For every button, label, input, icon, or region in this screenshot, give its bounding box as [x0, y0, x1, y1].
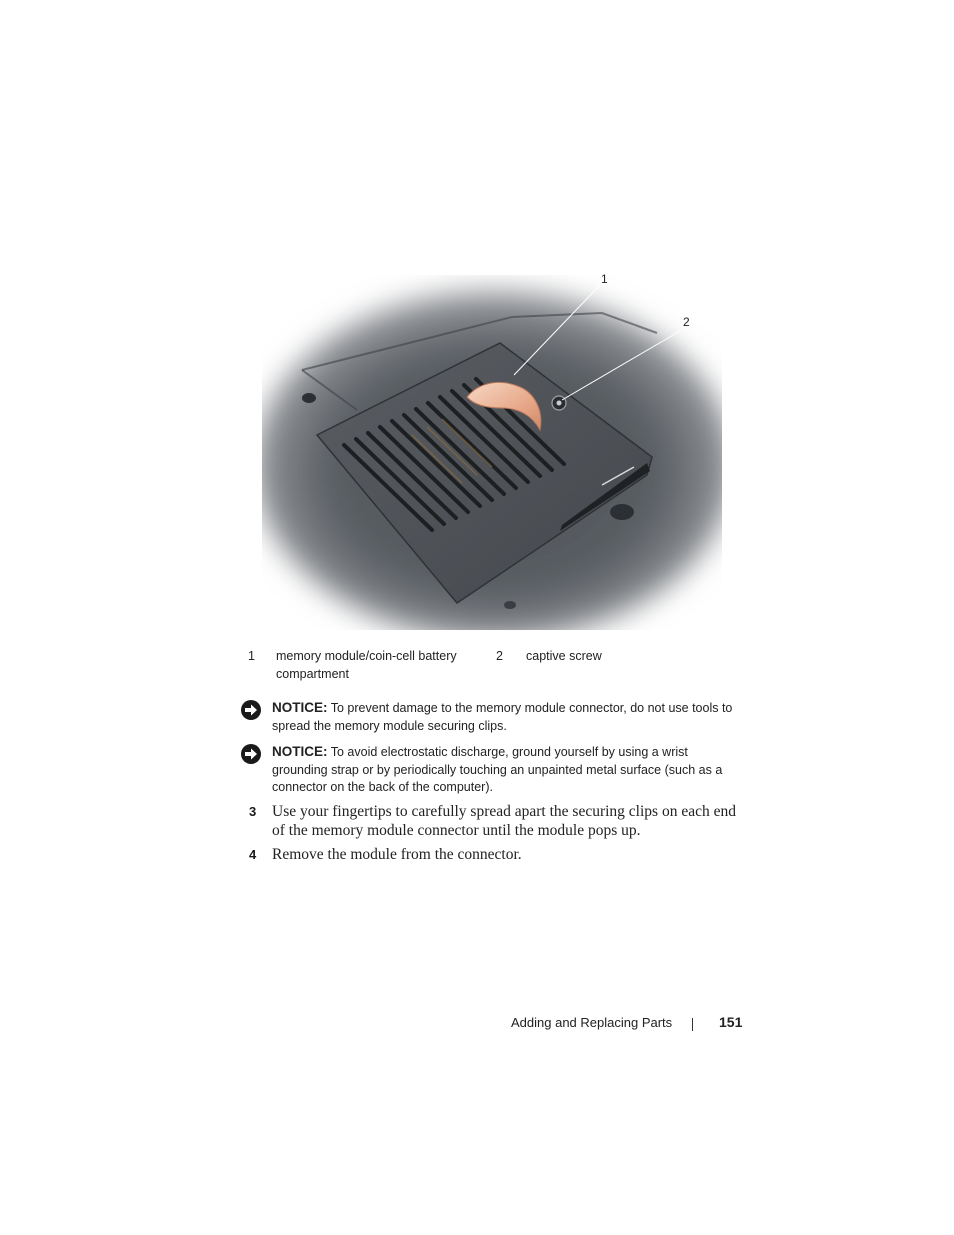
step-text: Use your fingertips to carefully spread apart the securing clips on each end of the memory module connector until the module pops up. [272, 803, 736, 839]
notice-text [272, 699, 742, 735]
notice-body: To avoid electrostatic discharge, ground yourself by using a wrist grounding strap or by periodically touching an unpainted metal surface (such as a connector on the back of the computer). [272, 745, 723, 794]
legend-number: 2 [496, 649, 503, 663]
rubber-foot [610, 504, 634, 520]
laptop-base-illustration [262, 275, 722, 630]
notice-icon [240, 743, 262, 765]
page-number: 151 [719, 1014, 743, 1030]
step-number: 4 [249, 847, 257, 862]
legend-label: captive screw [526, 649, 602, 663]
notice-block [240, 699, 740, 739]
step-number: 3 [249, 804, 257, 819]
notice-text [272, 743, 742, 797]
callout-number-1: 1 [601, 272, 608, 286]
footer-separator [692, 1018, 693, 1031]
notice-icon [240, 699, 262, 721]
notice-block [240, 743, 740, 799]
notice-label: NOTICE: [272, 700, 328, 715]
legend-label: memory module/coin-cell battery [276, 649, 457, 663]
notice-label: NOTICE: [272, 744, 328, 759]
notice-body: To prevent damage to the memory module connector, do not use tools to spread the memory module securing clips. [272, 701, 733, 733]
legend-number: 1 [248, 649, 255, 663]
step-text: Remove the module from the connector. [272, 846, 522, 863]
rubber-foot [302, 393, 316, 403]
legend-label-continued: compartment [276, 667, 349, 681]
footer-section-title: Adding and Replacing Parts [511, 1015, 673, 1030]
memory-compartment-figure [262, 275, 722, 630]
callout-number-2: 2 [683, 315, 690, 329]
